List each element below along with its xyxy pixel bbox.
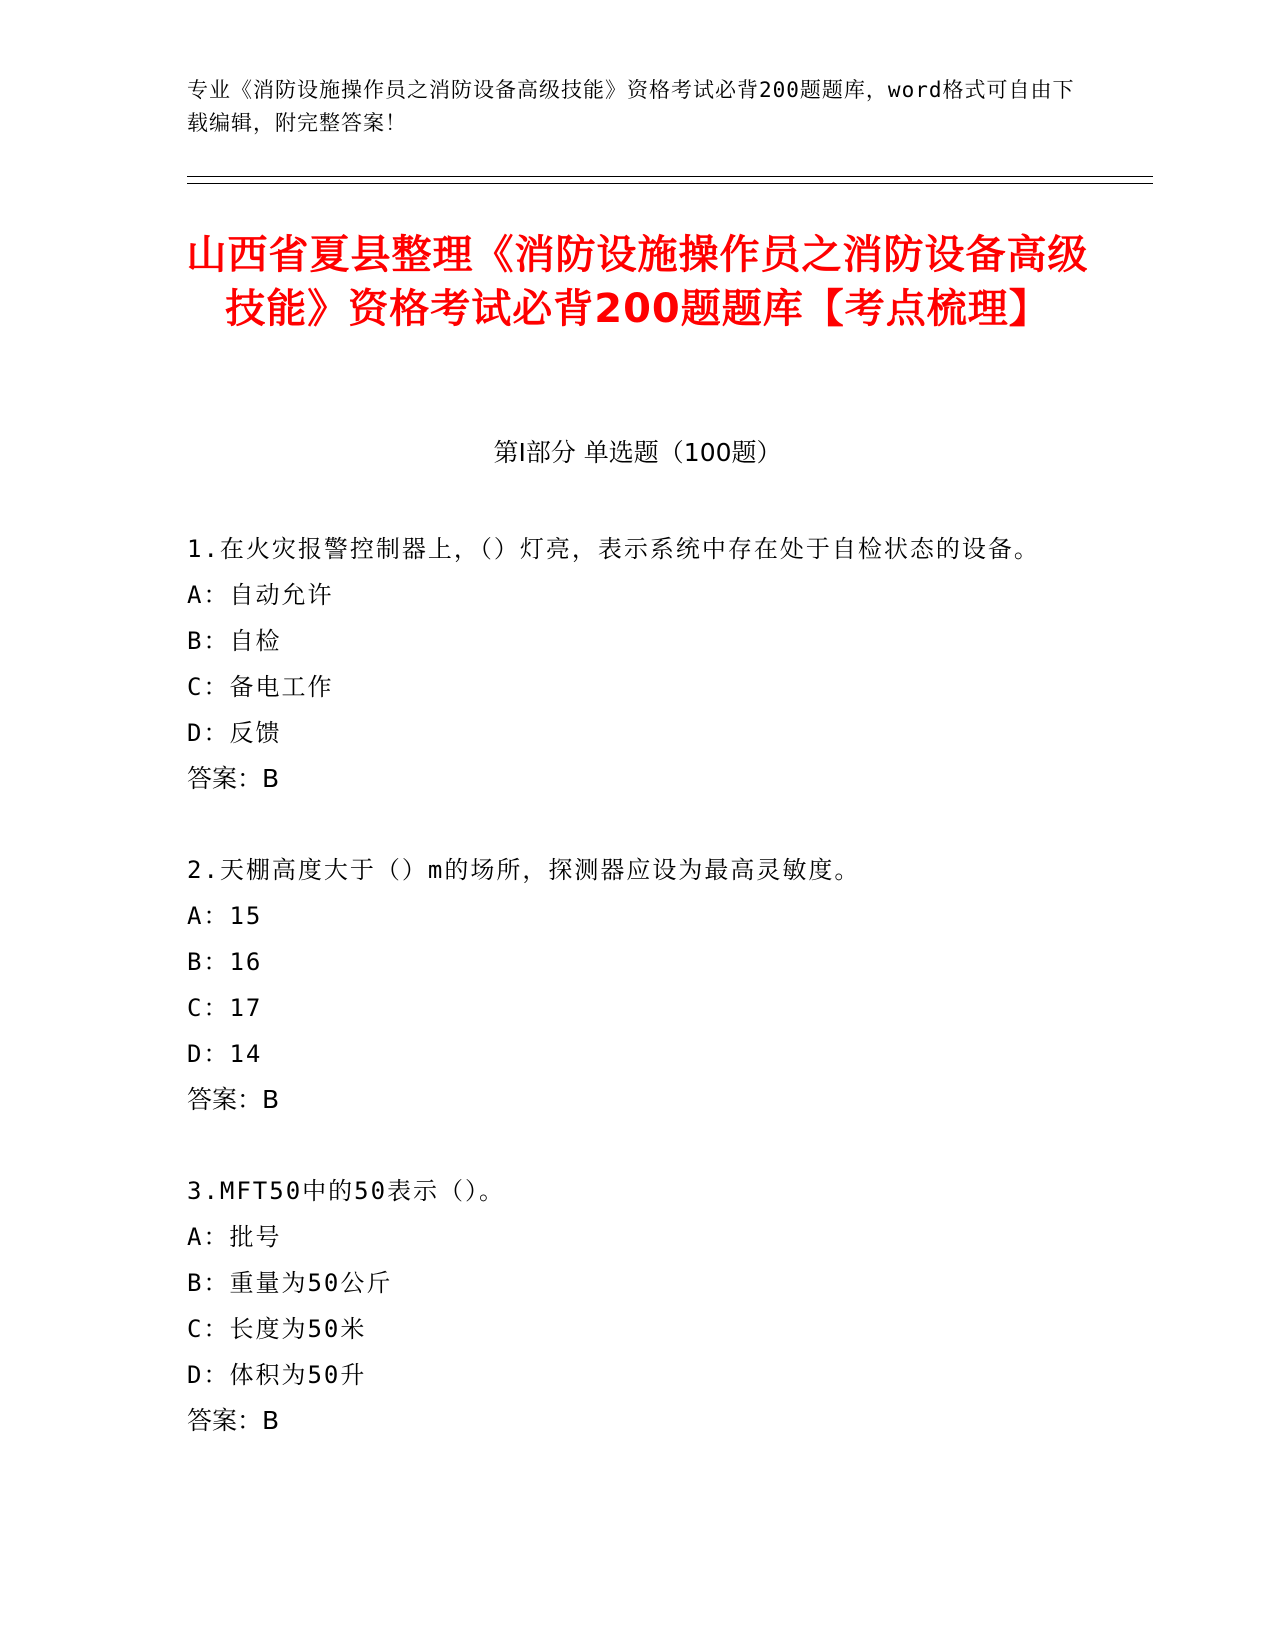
option-c: C：备电工作 bbox=[187, 673, 334, 701]
document-title: 山西省夏县整理《消防设施操作员之消防设备高级技能》资格考试必背200题题库【考点梳理】 bbox=[186, 232, 1089, 332]
option-c: C：17 bbox=[187, 994, 263, 1022]
option-a: A：15 bbox=[187, 902, 263, 930]
header-divider-bottom bbox=[187, 183, 1153, 184]
option-b: B：16 bbox=[187, 948, 263, 976]
section-title: 第I部分 单选题（100题） bbox=[493, 438, 782, 467]
question-item bbox=[187, 526, 1067, 802]
question-stem: 2.天棚高度大于（）m的场所，探测器应设为最高灵敏度。 bbox=[187, 856, 861, 884]
question-stem: 1.在火灾报警控制器上，（）灯亮，表示系统中存在处于自检状态的设备。 bbox=[187, 535, 1040, 563]
option-b: B：自检 bbox=[187, 627, 282, 655]
answer: 答案：B bbox=[187, 764, 280, 793]
answer: 答案：B bbox=[187, 1085, 280, 1114]
option-c: C：长度为50米 bbox=[187, 1315, 367, 1343]
header-note: 专业《消防设施操作员之消防设备高级技能》资格考试必背200题题库，word格式可自由下载编辑，附完整答案！ bbox=[187, 78, 1075, 135]
option-a: A：自动允许 bbox=[187, 581, 334, 609]
header-divider-top bbox=[187, 176, 1153, 177]
question-list bbox=[187, 526, 1067, 1489]
question-stem: 3.MFT50中的50表示（）。 bbox=[187, 1177, 506, 1205]
option-d: D：体积为50升 bbox=[187, 1361, 367, 1389]
option-b: B：重量为50公斤 bbox=[187, 1269, 393, 1297]
question-item bbox=[187, 1168, 1067, 1444]
option-d: D：反馈 bbox=[187, 719, 282, 747]
option-a: A：批号 bbox=[187, 1223, 282, 1251]
answer: 答案：B bbox=[187, 1406, 280, 1435]
question-item bbox=[187, 847, 1067, 1123]
option-d: D：14 bbox=[187, 1040, 263, 1068]
